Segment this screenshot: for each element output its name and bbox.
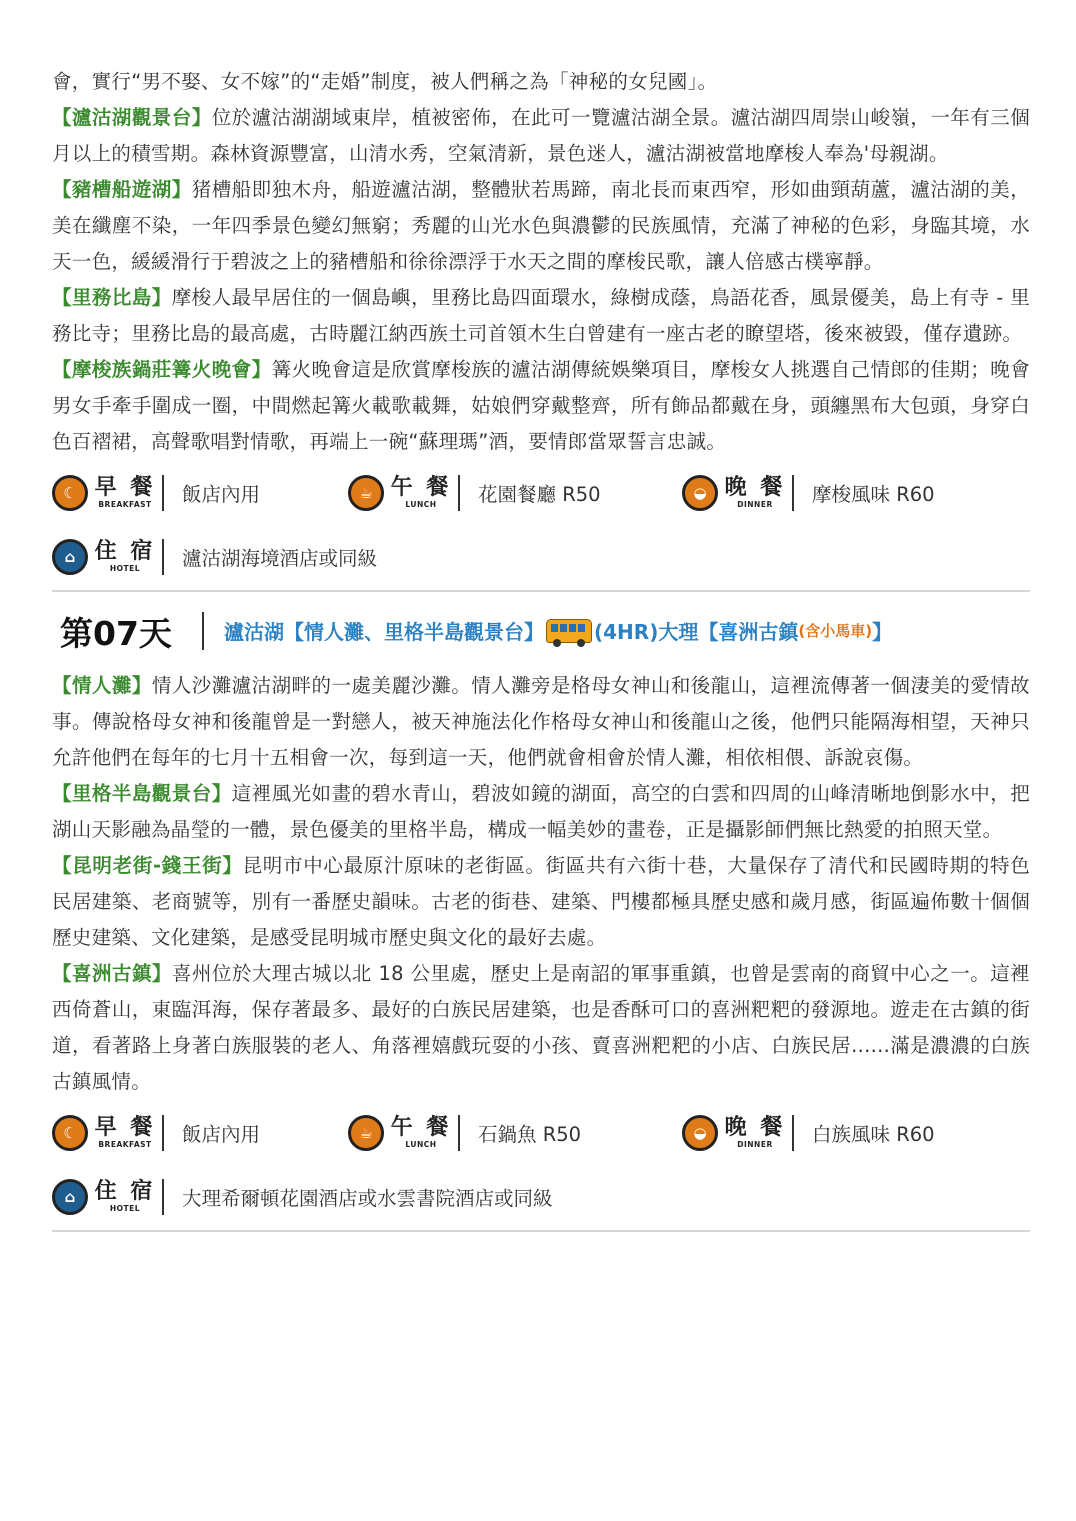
section-text: 喜州位於大理古城以北 18 公里處，歷史上是南詔的軍事重鎮，也曾是雲南的商貿中心之一。這裡西倚蒼山，東臨洱海，保存著最多、最好的白族民居建築，也是香酥可口的喜洲粑粑的發源地。遊走在古鎮的街道，看著路上身著白族服裝的老人、角落裡嬉戲玩耍的小孩、賣喜洲粑粑的小店、白族民居......滿是濃濃的白族古鎮風情。 [52,962,1030,1093]
day7-header [52,592,1030,668]
divider-bar [162,1179,164,1215]
lunch-item [348,472,601,514]
itinerary-page [52,64,1030,1232]
section-xizhou-town [52,956,1030,1100]
cloche-icon: ◒ [682,475,718,511]
lunch-item [348,1112,581,1154]
divider-bar [162,1115,164,1151]
hotel-label-en: HOTEL [109,1204,141,1213]
coffee-cup-icon: ☕ [348,1115,384,1151]
divider-bar [458,1115,460,1151]
day-title-part4: 】 [872,620,893,644]
breakfast-value: 飯店內用 [182,483,261,506]
day-title-part2: (4HR)大理【喜洲古鎮 [594,620,799,644]
day-title [224,616,892,645]
day7-hotel-row [52,1164,1030,1230]
section-lige-peninsula [52,776,1030,848]
section-lugu-viewpoint [52,100,1030,172]
section-title: 【摩梭族鍋莊篝火晚會】 [52,358,272,381]
dinner-item [682,1112,935,1154]
section-text: 位於瀘沽湖湖域東岸，植被密佈，在此可一覽瀘沽湖全景。瀘沽湖四周崇山峻嶺，一年有三個月以上的積雪期。森林資源豐富，山清水秀，空氣清新，景色迷人，瀘沽湖被當地摩梭人奉為'母親湖。 [52,106,1030,165]
dinner-value: 白族風味 R60 [812,1123,935,1146]
hotel-item [52,1176,553,1218]
section-text: 篝火晚會這是欣賞摩梭族的瀘沽湖傳統娛樂項目，摩梭女人挑選自己情郎的佳期；晚會男女手牽手圍成一圈，中間燃起篝火載歌載舞，姑娘們穿戴整齊，所有飾品都戴在身，頭纏黑布大包頭，身穿白色百褶裙，高聲歌唱對情歌，再端上一碗“蘇理瑪”酒，要情郎當眾誓言忠誠。 [52,358,1030,453]
hotel-label-en: HOTEL [109,564,141,573]
croissant-icon: ☾ [52,475,88,511]
breakfast-item [52,1112,260,1154]
coffee-cup-icon: ☕ [348,475,384,511]
section-text: 昆明市中心最原汁原味的老街區。街區共有六街十巷，大量保存了清代和民國時期的特色民居建築、老商號等，別有一番歷史韻味。古老的街巷、建築、門樓都極具歷史感和歲月感，街區遍佈數十個個歷史建築、文化建築，是感受昆明城市歷史與文化的最好去處。 [52,854,1031,949]
hotel-label: 住 宿 [94,539,156,564]
cloche-icon: ◒ [682,1115,718,1151]
divider-bar [792,1115,794,1151]
breakfast-value: 飯店內用 [182,1123,261,1146]
house-icon: ⌂ [52,1179,88,1215]
section-text: 這裡風光如畫的碧水青山，碧波如鏡的湖面，高空的白雲和四周的山峰清晰地倒影水中，把湖山天影融為晶瑩的一體，景色優美的里格半島，構成一幅美妙的畫卷，正是攝影師們無比熱愛的拍照天堂。 [52,782,1030,841]
intro-line: 會，實行“男不娶、女不嫁”的“走婚”制度，被人們稱之為「神秘的女兒國」。 [52,70,718,93]
croissant-icon: ☾ [52,1115,88,1151]
divider-bar [792,475,794,511]
divider-bar [458,475,460,511]
breakfast-label-en: BREAKFAST [98,1140,152,1149]
bus-icon [546,619,592,643]
day-number: 第07天 [60,614,172,653]
breakfast-label-en: BREAKFAST [98,500,152,509]
section-title: 【里務比島】 [52,286,172,309]
section-kunming-old-street [52,848,1030,956]
day-title-note: (含小馬車) [798,622,873,640]
breakfast-label: 早 餐 [94,1115,156,1140]
breakfast-label: 早 餐 [94,475,156,500]
section-liwubi-island [52,280,1030,352]
section-title: 【情人灘】 [52,674,152,697]
lunch-value: 花園餐廳 R50 [478,483,601,506]
day6-hotel-row [52,524,1030,590]
section-bonfire-party [52,352,1030,460]
lunch-label: 午 餐 [390,1115,452,1140]
breakfast-item [52,472,260,514]
section-title: 【里格半島觀景台】 [52,782,232,805]
section-text: 情人沙灘瀘沽湖畔的一處美麗沙灘。情人灘旁是格母女神山和後龍山，這裡流傳著一個淒美的愛情故事。傳說格母女神和後龍曾是一對戀人，被天神施法化作格母女神山和後龍山之後，他們只能隔海相望，天神只允許他們在每年的七月十五相會一次，每到這一天，他們就會相會於情人灘，相依相偎、訴說哀傷。 [52,674,1030,769]
section-text: 猪槽船即独木舟，船遊瀘沽湖，整體狀若馬蹄，南北長而東西窄，形如曲頸葫蘆，瀘沽湖的美，美在纖塵不染，一年四季景色變幻無窮；秀麗的山光水色與濃鬱的民族風情，充滿了神秘的色彩，身臨其境，水天一色，緩緩滑行于碧波之上的豬槽船和徐徐漂浮于水天之間的摩梭民歌，讓人倍感古樸寧靜。 [52,178,1030,273]
hotel-value: 大理希爾頓花園酒店或水雲書院酒店或同級 [182,1187,553,1210]
lunch-label-en: LUNCH [405,500,437,509]
lunch-label: 午 餐 [390,475,452,500]
house-icon: ⌂ [52,539,88,575]
hotel-label: 住 宿 [94,1179,156,1204]
section-pig-trough-boat [52,172,1030,280]
hotel-item [52,536,377,578]
section-divider [52,1230,1030,1232]
section-title: 【昆明老街-錢王街】 [52,854,243,877]
lunch-label-en: LUNCH [405,1140,437,1149]
section-title: 【喜洲古鎮】 [52,962,172,985]
section-title: 【瀘沽湖觀景台】 [52,106,212,129]
divider-bar [162,539,164,575]
hotel-value: 瀘沽湖海境酒店或同級 [182,547,378,570]
divider-bar [202,612,204,650]
section-lovers-beach [52,668,1030,776]
day-title-part1: 瀘沽湖【情人灘、里格半島觀景台】 [224,620,544,644]
dinner-label-en: DINNER [737,500,773,509]
lunch-value: 石鍋魚 R50 [478,1123,582,1146]
dinner-label-en: DINNER [737,1140,773,1149]
dinner-value: 摩梭風味 R60 [812,483,935,506]
dinner-label: 晚 餐 [724,475,786,500]
section-text: 摩梭人最早居住的一個島嶼，里務比島四面環水，綠樹成蔭，鳥語花香，風景優美，島上有寺 - 里務比寺；里務比島的最高處，古時麗江納西族土司首領木生白曾建有一座古老的瞭望塔，後來被毀，僅存遺跡。 [52,286,1030,345]
section-title: 【豬槽船遊湖】 [52,178,192,201]
divider-bar [162,475,164,511]
day7-meals-row [52,1100,1030,1164]
dinner-label: 晚 餐 [724,1115,786,1140]
day6-meals-row [52,460,1030,524]
dinner-item [682,472,935,514]
